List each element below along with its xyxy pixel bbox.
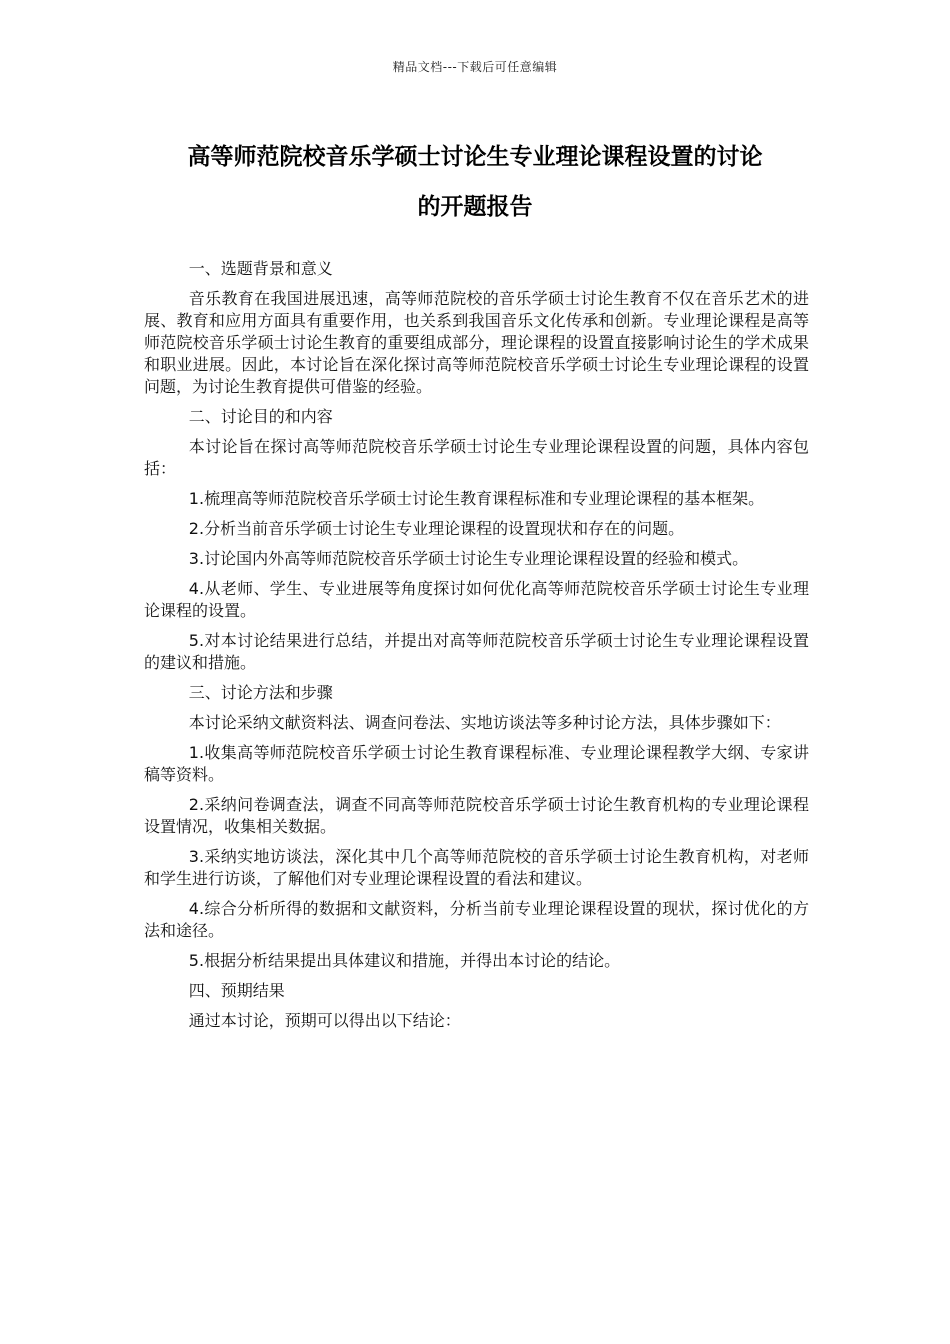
list-item-purpose-4: 4.从老师、学生、专业进展等角度探讨如何优化高等师范院校音乐学硕士讨论生专业理论课程的设置。 bbox=[144, 579, 809, 620]
list-item-purpose-3: 3.讨论国内外高等师范院校音乐学硕士讨论生专业理论课程设置的经验和模式。 bbox=[188, 549, 749, 568]
list-item-purpose-2: 2.分析当前音乐学硕士讨论生专业理论课程的设置现状和存在的问题。 bbox=[188, 519, 685, 538]
section-heading-background: 一、选题背景和意义 bbox=[188, 259, 333, 278]
document-body bbox=[144, 258, 809, 1040]
list-item-method-3: 3.采纳实地访谈法，深化其中几个高等师范院校的音乐学硕士讨论生教育机构，对老师和学生进行访谈，了解他们对专业理论课程设置的看法和建议。 bbox=[144, 847, 809, 888]
section-heading-results: 四、预期结果 bbox=[188, 981, 285, 1000]
document-title bbox=[110, 132, 840, 232]
list-item-purpose-1: 1.梳理高等师范院校音乐学硕士讨论生教育课程标准和专业理论课程的基本框架。 bbox=[188, 489, 765, 508]
list-item-purpose-5: 5.对本讨论结果进行总结，并提出对高等师范院校音乐学硕士讨论生专业理论课程设置的建议和措施。 bbox=[144, 631, 809, 672]
title-line-1: 高等师范院校音乐学硕士讨论生专业理论课程设置的讨论 bbox=[187, 144, 763, 170]
title-line-2: 的开题报告 bbox=[417, 194, 533, 220]
paragraph-background: 音乐教育在我国进展迅速，高等师范院校的音乐学硕士讨论生教育不仅在音乐艺术的进展、教育和应用方面具有重要作用，也关系到我国音乐文化传承和创新。专业理论课程是高等师范院校音乐学硕士讨论生教育的重要组成部分，理论课程的设置直接影响讨论生的学术成果和职业进展。因此，本讨论旨在深化探讨高等师范院校音乐学硕士讨论生专业理论课程的设置问题，为讨论生教育提供可借鉴的经验。 bbox=[144, 289, 809, 396]
list-item-method-1: 1.收集高等师范院校音乐学硕士讨论生教育课程标准、专业理论课程教学大纲、专家讲稿等资料。 bbox=[144, 743, 809, 784]
list-item-method-2: 2.采纳问卷调查法，调查不同高等师范院校音乐学硕士讨论生教育机构的专业理论课程设置情况，收集相关数据。 bbox=[144, 795, 809, 836]
paragraph-purpose-intro: 本讨论旨在探讨高等师范院校音乐学硕士讨论生专业理论课程设置的问题，具体内容包括： bbox=[144, 437, 809, 478]
header-note: 精品文档---下载后可任意编辑 bbox=[392, 60, 558, 74]
section-heading-methods: 三、讨论方法和步骤 bbox=[188, 683, 333, 702]
list-item-method-4: 4.综合分析所得的数据和文献资料，分析当前专业理论课程设置的现状，探讨优化的方法和途径。 bbox=[144, 899, 809, 940]
section-heading-purpose: 二、讨论目的和内容 bbox=[188, 407, 333, 426]
paragraph-results-intro: 通过本讨论，预期可以得出以下结论： bbox=[188, 1011, 461, 1030]
list-item-method-5: 5.根据分析结果提出具体建议和措施，并得出本讨论的结论。 bbox=[188, 951, 621, 970]
paragraph-methods-intro: 本讨论采纳文献资料法、调查问卷法、实地访谈法等多种讨论方法，具体步骤如下： bbox=[188, 713, 781, 732]
